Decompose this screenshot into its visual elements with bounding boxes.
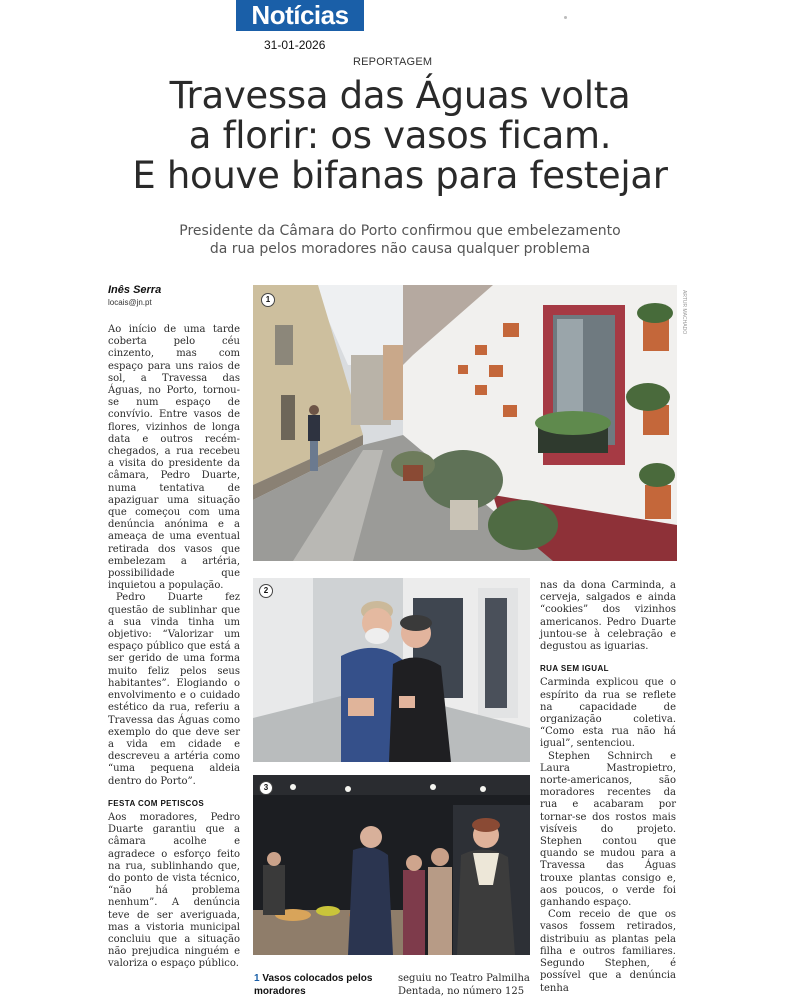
photo-street [253,285,677,561]
photo-couple [253,578,530,762]
standfirst-line: da rua pelos moradores não causa qualquer problema [209,241,591,257]
photo-credit: ARTUR MACHADO [681,290,687,335]
photo-event [253,775,530,955]
article-paragraph: Stephen Schnirch e Laura Mastropietro, norte-americanos, são moradores recentes da rua e acabaram por tornar-se dos rostos mais visíveis do projeto. Stephen contou que quando se mudou para a Travessa das Águas trouxe plantas consigo e, aos poucos, o verde foi ganhando espaço. [540,750,676,909]
standfirst [150,222,650,258]
headline-line: E houve bifanas para festejar [132,154,668,197]
byline-email[interactable]: locais@jn.pt [108,298,152,307]
article-left-column [108,324,240,971]
section-label: REPORTAGEM [353,56,433,68]
standfirst-line: Presidente da Câmara do Porto confirmou que embelezamento [179,223,621,239]
photo-number-badge: 2 [259,584,273,598]
article-right-column [540,580,676,995]
caption-number: 1 [254,973,260,984]
subhead-rua-sem-igual: RUA SEM IGUAL [540,664,609,674]
caption-text: Vasos colocados pelos moradores [254,973,373,997]
article-paragraph: Carminda explicou que o espírito da rua se reflete na capacidade de organização coletiva. “Como esta rua não há igual”, sentenciou. [540,677,676,750]
publication-date: 31-01-2026 [264,38,326,52]
photo-number-badge: 3 [259,781,273,795]
article-paragraph: Com receio de que os vasos fossem retirados, distribuiu as plantas pela filha e outros familiares. Segundo Stephen, é possível que a denúncia tenha [540,909,676,994]
headline [60,76,740,196]
article-paragraph: Pedro Duarte fez questão de sublinhar que a sua vinda tinha um objetivo: “Valorizar um espaço público que está a ser gerido de uma forma muito feliz pelos seus habitantes”. Elogiando o envolvimento e o cuidado estético da rua, referiu a Travessa das Águas como exemplo do que deve ser a vida em cidade e descreveu a artéria como “uma pequena aldeia dentro do Porto”. [108,592,240,787]
photo-caption [254,972,374,998]
article-paragraph: Aos moradores, Pedro Duarte garantiu que a câmara acolhe e agradece o esforço feito na rua, sublinhando que, do ponto de vista técnico, “não há problema nenhum”. A denúncia teve de ser averiguada, mas a vistoria municipal concluiu que a situação não prejudica ninguém e valoriza o espaço público. [108,811,240,970]
article-paragraph: nas da dona Carminda, a cerveja, salgados e ainda “cookies” dos vizinhos americanos. Pedro Duarte juntou-se à celebração e degustou as iguarias. [540,580,676,653]
article-mid-column: seguiu no Teatro Palmilha Dentada, no número 125 [398,973,530,997]
article-paragraph: Ao início de uma tarde coberta pelo céu cinzento, mas com espaço para uns raios de sol, a Travessa das Águas, no Porto, tornou-se num espaço de convívio. Entre vasos de flores, vizinhos de longa data e outros recém-chegados, a rua recebeu a visita do presidente da câmara, Pedro Duarte, numa tentativa de apaziguar uma situação que começou com uma denúncia anónima e a ameaça de uma eventual retirada dos vasos que embelezam a artéria, possibilidade que inquietou a população. [108,324,240,592]
headline-line: a florir: os vasos ficam. [188,114,612,157]
masthead-logo: Notícias [236,0,364,31]
photo-number-badge: 1 [261,293,275,307]
headline-line: Travessa das Águas volta [169,74,631,117]
decorative-dot [564,16,567,19]
subhead-festa: FESTA COM PETISCOS [108,798,205,808]
byline-author: Inês Serra [108,284,162,296]
